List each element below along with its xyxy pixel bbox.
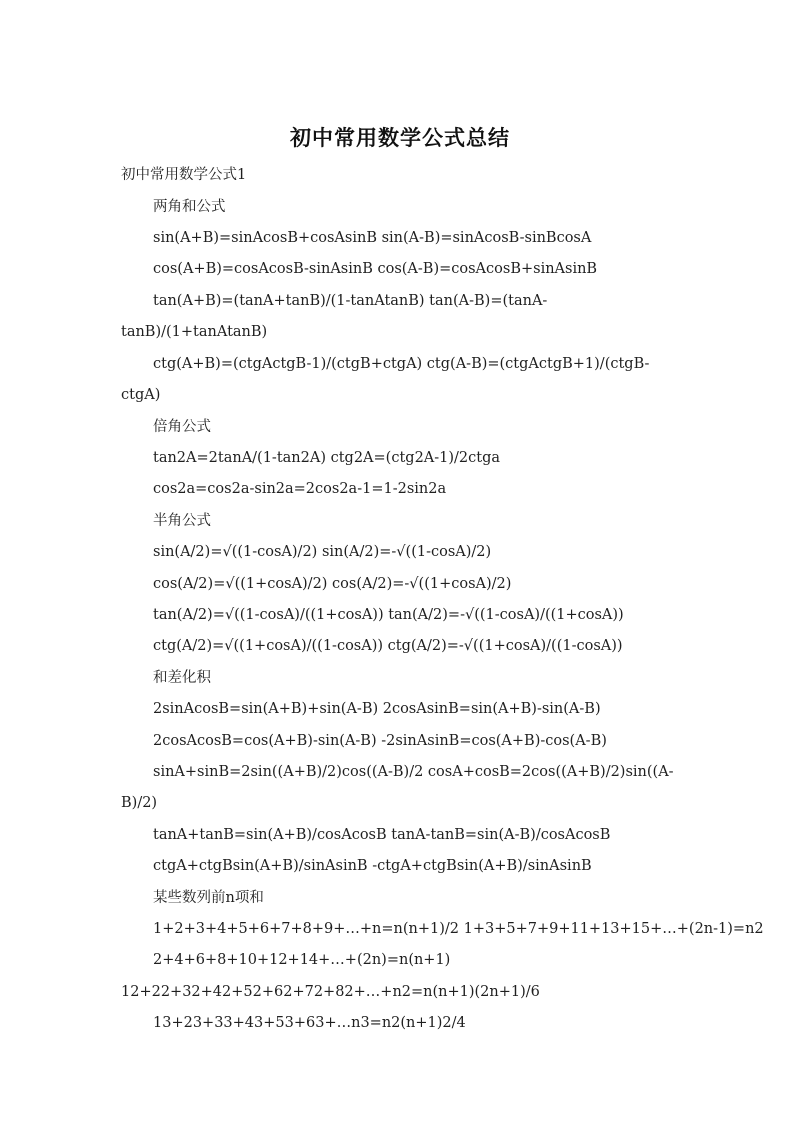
formula-line: cos2a=cos2a-sin2a=2cos2a-1=1-2sin2a bbox=[153, 481, 447, 497]
formula-line: tanA+tanB=sin(A+B)/cosAcosB tanA-tanB=sin(A-B)/cosAcosB bbox=[153, 827, 611, 843]
formula-line: sin(A+B)=sinAcosB+cosAsinB sin(A-B)=sinAcosB-sinBcosA bbox=[153, 230, 592, 246]
heading-double-angle: 倍角公式 bbox=[153, 419, 211, 435]
formula-line: tan(A/2)=√((1-cosA)/((1+cosA)) tan(A/2)=-√((1-cosA)/((1+cosA)) bbox=[153, 607, 624, 623]
formula-line: 13+23+33+43+53+63+…n3=n2(n+1)2/4 bbox=[153, 1015, 466, 1031]
formula-line: 1+2+3+4+5+6+7+8+9+…+n=n(n+1)/2 1+3+5+7+9+11+13+15+…+(2n-1)=n2 bbox=[153, 921, 764, 937]
formula-line: sin(A/2)=√((1-cosA)/2) sin(A/2)=-√((1-cosA)/2) bbox=[153, 544, 492, 560]
heading-half-angle: 半角公式 bbox=[153, 513, 211, 529]
formula-line: ctg(A/2)=√((1+cosA)/((1-cosA)) ctg(A/2)=-√((1+cosA)/((1-cosA)) bbox=[153, 638, 623, 654]
formula-line: tan2A=2tanA/(1-tan2A) ctg2A=(ctg2A-1)/2ctga bbox=[153, 450, 501, 466]
heading-sum-to-product: 和差化积 bbox=[153, 670, 211, 686]
heading-sum-angle: 两角和公式 bbox=[153, 199, 226, 215]
formula-line: tan(A+B)=(tanA+tanB)/(1-tanAtanB) tan(A-B)=(tanA- bbox=[153, 293, 548, 309]
formula-line: cos(A+B)=cosAcosB-sinAsinB cos(A-B)=cosAcosB+sinAsinB bbox=[153, 261, 598, 277]
formula-line: 2sinAcosB=sin(A+B)+sin(A-B) 2cosAsinB=sin(A+B)-sin(A-B) bbox=[153, 701, 601, 717]
formula-line-continued: ctgA) bbox=[121, 387, 161, 403]
document-title: 初中常用数学公式总结 bbox=[290, 126, 510, 150]
formula-line: 2+4+6+8+10+12+14+…+(2n)=n(n+1) bbox=[153, 952, 451, 968]
formula-line-continued: tanB)/(1+tanAtanB) bbox=[121, 324, 268, 340]
heading-series-sums: 某些数列前n项和 bbox=[153, 890, 264, 906]
formula-line: ctg(A+B)=(ctgActgB-1)/(ctgB+ctgA) ctg(A-B)=(ctgActgB+1)/(ctgB- bbox=[153, 356, 650, 372]
heading-formulas-1: 初中常用数学公式1 bbox=[121, 167, 247, 183]
formula-line: 12+22+32+42+52+62+72+82+…+n2=n(n+1)(2n+1)/6 bbox=[121, 984, 540, 1000]
formula-line: cos(A/2)=√((1+cosA)/2) cos(A/2)=-√((1+cosA)/2) bbox=[153, 576, 512, 592]
formula-line: ctgA+ctgBsin(A+B)/sinAsinB -ctgA+ctgBsin(A+B)/sinAsinB bbox=[153, 858, 592, 874]
formula-line-continued: B)/2) bbox=[121, 795, 158, 811]
formula-line: sinA+sinB=2sin((A+B)/2)cos((A-B)/2 cosA+cosB=2cos((A+B)/2)sin((A- bbox=[153, 764, 674, 780]
formula-line: 2cosAcosB=cos(A+B)-sin(A-B) -2sinAsinB=cos(A+B)-cos(A-B) bbox=[153, 733, 607, 749]
